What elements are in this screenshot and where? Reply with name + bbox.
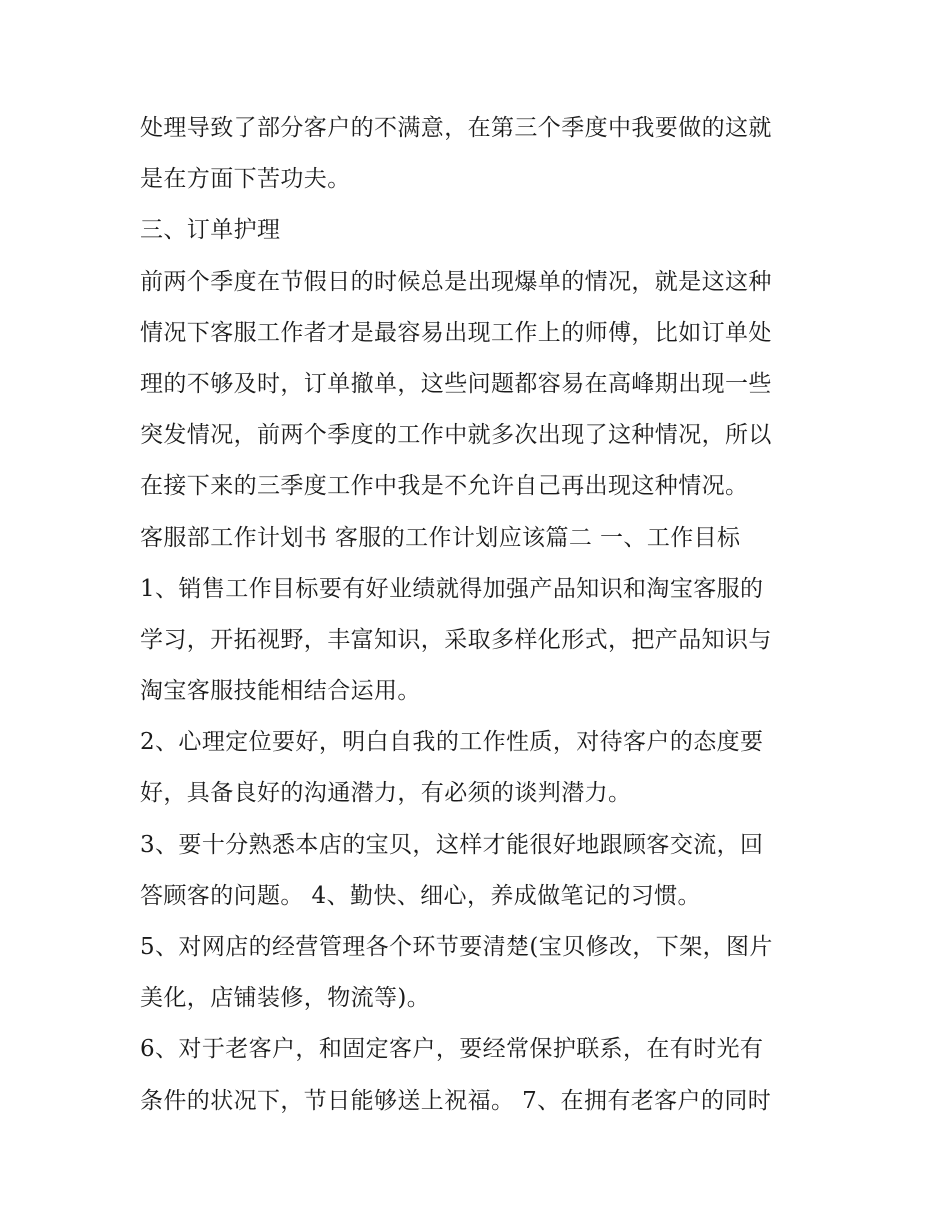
text-line: 学习，开拓视野，丰富知识，采取多样化形式，把产品知识与 [140, 626, 772, 653]
text-line: 答顾客的问题。 4、勤快、细心，养成做笔记的习惯。 [140, 882, 701, 909]
text-line: 处理导致了部分客户的不满意，在第三个季度中我要做的这就 [140, 115, 772, 141]
text-line: 前两个季度在节假日的时候总是出现爆单的情况，就是这这种 [140, 268, 772, 295]
text-line: 理的不够及时，订单撤单，这些问题都容易在高峰期出现一些 [140, 370, 772, 397]
text-line: 美化，店铺装修，物流等)。 [140, 985, 431, 1012]
text-line: 是在方面下苦功夫。 [140, 166, 351, 193]
text-line: 情况下客服工作者才是最容易出现工作上的师傅，比如订单处 [140, 319, 772, 346]
list-item: 5、对网店的经营管理各个环节要清楚(宝贝修改，下架，图片 [140, 934, 773, 960]
text-line: 突发情况，前两个季度的工作中就多次出现了这种情况，所以 [140, 422, 772, 449]
document-body [140, 103, 820, 1127]
section-heading: 三、订单护理 [140, 217, 281, 244]
text-line: 在接下来的三季度工作中我是不允许自己再出现这种情况。 [140, 473, 749, 500]
text-line: 好，具备良好的沟通潜力，有必须的谈判潜力。 [140, 780, 632, 807]
list-item: 3、要十分熟悉本店的宝贝，这样才能很好地跟顾客交流，回 [140, 831, 764, 858]
section-heading: 客服部工作计划书 客服的工作计划应该篇二 一、工作目标 [140, 524, 741, 551]
text-line: 淘宝客服技能相结合运用。 [140, 678, 421, 705]
list-item: 6、对于老客户，和固定客户，要经常保护联系，在有时光有 [140, 1036, 764, 1063]
list-item: 1、销售工作目标要有好业绩就得加强产品知识和淘宝客服的 [140, 575, 764, 602]
list-item: 2、心理定位要好，明白自我的工作性质，对待客户的态度要 [140, 729, 764, 756]
text-line: 条件的状况下，节日能够送上祝福。 7、在拥有老客户的同时 [140, 1087, 772, 1114]
